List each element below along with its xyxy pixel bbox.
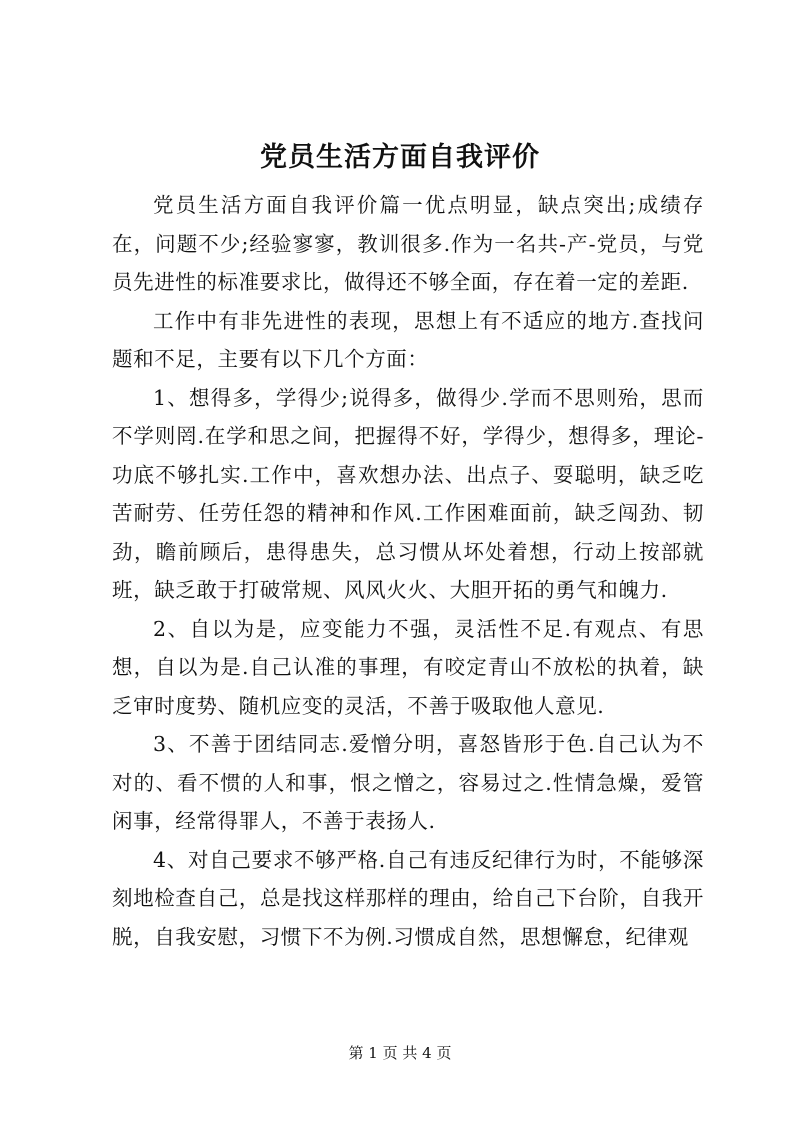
paragraph-item-3: 3、不善于团结同志.爱憎分明，喜怒皆形于色.自己认为不对的、看不惯的人和事，恨之憎之，容易过之.性情急燥，爱管闲事，经常得罪人，不善于表扬人.: [112, 732, 704, 833]
paragraph-item-4: 4、对自己要求不够严格.自己有违反纪律行为时，不能够深刻地检查自己，总是找这样那样的理由，给自己下台阶，自我开脱，自我安慰，习惯下不为例.习惯成自然，思想懈怠，纪律观: [112, 847, 704, 949]
document-body: [112, 186, 704, 956]
page-footer: 第 1 页 共 4 页: [348, 1044, 452, 1062]
paragraph-intro: 党员生活方面自我评价篇一优点明显，缺点突出;成绩存在，问题不少;经验寥寥，教训很多.作为一名共-产-党员，与党员先进性的标准要求比，做得还不够全面，存在着一定的差距.: [112, 193, 704, 294]
paragraph-item-2: 2、自以为是，应变能力不强，灵活性不足.有观点、有思想，自以为是.自己认准的事理，有咬定青山不放松的执着，缺乏审时度势、随机应变的灵活，不善于吸取他人意见.: [112, 616, 704, 718]
document-title: 党员生活方面自我评价: [260, 142, 540, 173]
paragraph-item-1: 1、想得多，学得少;说得多，做得少.学而不思则殆，思而不学则罔.在学和思之间，把握得不好，学得少，想得多，理论-功底不够扎实.工作中，喜欢想办法、出点子、耍聪明，缺乏吃苦耐劳、任劳任怨的精神和作风.工作困难面前，缺乏闯劲、韧劲，瞻前顾后，患得患失，总习惯从坏处着想，行动上按部就班，缺乏敢于打破常规、风风火火、大胆开拓的勇气和魄力.: [112, 385, 704, 602]
paragraph-overview: 工作中有非先进性的表现，思想上有不适应的地方.查找问题和不足，主要有以下几个方面：: [112, 308, 704, 371]
